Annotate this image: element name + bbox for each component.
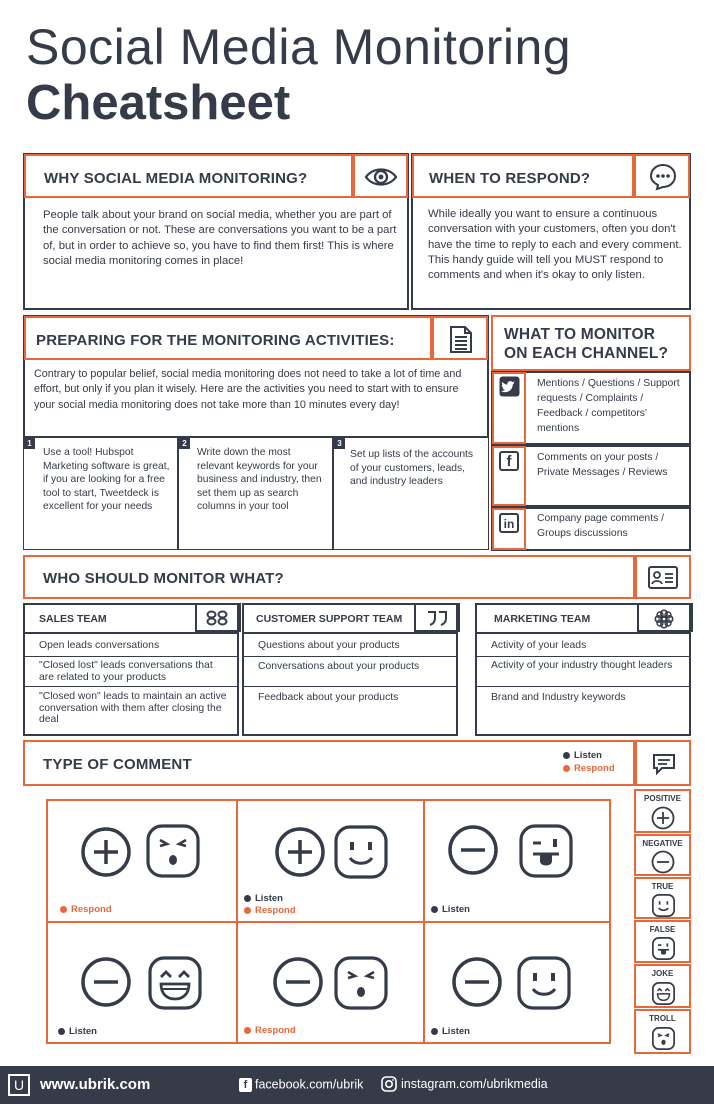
angry-face-icon <box>146 824 200 878</box>
facebook-icon <box>499 451 519 471</box>
key-label: NEGATIVE <box>642 839 683 848</box>
tongue-face-icon <box>652 937 675 960</box>
comment-cell <box>48 801 236 921</box>
step-number: 1 <box>24 438 35 449</box>
preparing-icon-box <box>432 316 488 360</box>
team-name: MARKETING TEAM <box>494 613 591 625</box>
why-heading-box <box>24 154 353 198</box>
legend-respond <box>563 763 615 774</box>
title-line1: Social Media Monitoring <box>26 19 572 75</box>
comment-label-listen: Listen <box>244 893 283 904</box>
document-icon <box>449 325 473 354</box>
comment-heading-box <box>23 740 635 786</box>
comment-cell <box>425 923 609 1042</box>
minus-circle-icon <box>651 850 675 874</box>
team-item: Activity of your industry thought leaders <box>491 660 673 671</box>
step-text: Write down the most relevant keywords for your business and industry, then set them up as search columns in your tool <box>197 447 322 512</box>
key-negative <box>634 834 691 876</box>
ubrik-logo-letter: U <box>13 1077 25 1093</box>
channels-heading-line2: ON EACH CHANNEL? <box>504 345 669 362</box>
tongue-face-icon <box>519 824 573 878</box>
minus-circle-icon <box>451 956 503 1008</box>
eye-icon <box>364 164 398 190</box>
comment-cell <box>238 801 423 921</box>
page-title <box>26 18 571 130</box>
key-label: JOKE <box>651 969 674 978</box>
why-icon-box <box>353 154 408 198</box>
smile-face-icon <box>517 956 571 1010</box>
step-text: Use a tool! Hubspot Marketing software is great, if you are looking for a free tool to start, Tweetdeck is excellent for your needs <box>43 447 170 512</box>
team-item: Feedback about your products <box>258 692 399 703</box>
minus-circle-icon <box>447 824 499 876</box>
title-line2: Cheatsheet <box>26 76 291 130</box>
step-text: Set up lists of the accounts of your customers, leads, and industry leaders <box>350 449 474 487</box>
smile-face-icon <box>652 894 675 917</box>
comment-cell <box>425 801 609 921</box>
channel-twitter-icon-box <box>492 372 526 444</box>
when-text: While ideally you want to ensure a continuous conversation with your customers, often you don't have the time to reply to each and every comment. This handy guide will tell you MUST respond to comments and when it's okay to only listen. <box>428 208 682 282</box>
team-marketing <box>475 603 691 736</box>
comment-label-respond: Respond <box>60 904 112 915</box>
comment-label-respond: Respond <box>244 905 296 916</box>
legend-listen-label: Listen <box>574 750 602 761</box>
key-label: POSITIVE <box>644 794 681 803</box>
facebook-glyph: f <box>506 453 512 470</box>
linkedin-icon <box>499 513 519 533</box>
footer-facebook-text: facebook.com/ubrik <box>255 1077 364 1092</box>
laugh-face-icon <box>148 956 202 1010</box>
angry-face-icon <box>652 1027 675 1050</box>
footer-instagram-text: instagram.com/ubrikmedia <box>401 1077 548 1091</box>
comment-icon-box <box>635 740 691 786</box>
flower-icon <box>654 609 674 629</box>
quote-icon <box>426 610 448 626</box>
key-label: TROLL <box>649 1014 676 1023</box>
why-heading: WHY SOCIAL MEDIA MONITORING? <box>44 170 308 187</box>
key-troll <box>634 1009 691 1054</box>
channel-facebook-text: Comments on your posts / Private Messages / Reviews <box>537 452 668 478</box>
key-positive <box>634 789 691 833</box>
team-name: SALES TEAM <box>39 613 107 625</box>
team-item: Conversations about your products <box>258 661 420 672</box>
team-item: "Closed lost" leads conversations that are related to your products <box>39 660 213 683</box>
facebook-icon: f <box>239 1078 252 1092</box>
team-item: Open leads conversations <box>39 640 160 651</box>
step-number: 2 <box>179 438 190 449</box>
team-item: "Closed won" leads to maintain an active conversation with them after closing the deal <box>39 691 227 725</box>
legend-listen <box>563 750 602 761</box>
comment-label-listen: Listen <box>431 904 470 915</box>
plus-circle-icon <box>80 826 132 878</box>
step-2 <box>179 436 334 549</box>
legend-respond-label: Respond <box>574 763 615 774</box>
who-heading-box <box>23 555 635 599</box>
plus-circle-icon <box>274 826 326 878</box>
channel-twitter-text: Mentions / Questions / Support requests / Complaints / Feedback / competitors' mentions <box>537 378 680 434</box>
instagram-icon <box>381 1076 397 1092</box>
comment-cell <box>48 923 236 1042</box>
key-false <box>634 920 691 963</box>
when-heading: WHEN TO RESPOND? <box>429 170 591 187</box>
team-name: CUSTOMER SUPPORT TEAM <box>256 613 403 625</box>
smile-face-icon <box>334 825 388 879</box>
step-1 <box>24 436 179 549</box>
channel-facebook-icon-box <box>492 446 526 506</box>
comment-label-listen: Listen <box>431 1026 470 1037</box>
laugh-face-icon <box>652 982 675 1005</box>
preparing-heading: PREPARING FOR THE MONITORING ACTIVITIES: <box>36 332 395 349</box>
when-heading-box <box>412 154 634 198</box>
footer <box>0 1066 714 1104</box>
twitter-icon <box>499 376 520 397</box>
team-customer-support <box>242 603 458 736</box>
team-item: Brand and Industry keywords <box>491 692 626 703</box>
step-number: 3 <box>334 438 345 449</box>
comment-heading: TYPE OF COMMENT <box>43 756 192 773</box>
channels-heading-box <box>491 315 691 371</box>
key-label: TRUE <box>651 882 674 891</box>
chat-bubble-icon <box>649 163 677 191</box>
when-icon-box <box>634 154 690 198</box>
minus-circle-icon <box>80 956 132 1008</box>
footer-site[interactable]: www.ubrik.com <box>40 1076 151 1093</box>
footer-facebook[interactable] <box>239 1077 363 1092</box>
preparing-intro: Contrary to popular belief, social media monitoring does not need to take a lot of time and effort, but only if you plan it wisely. Here are the activities you need to start with to ensure your social media monitoring does not take more than 10 minutes every day! <box>34 368 462 411</box>
why-text: People talk about your brand on social media, whether you are part of the conversation or not. These are conversations you want to be a part of, but in order to achieve so, you have to find them first! This is where social media monitoring comes in place! <box>43 209 397 267</box>
channels-heading-line1: WHAT TO MONITOR <box>504 326 656 343</box>
ubrik-logo <box>8 1074 30 1096</box>
preparing-heading-box <box>24 316 432 360</box>
team-item: Questions about your products <box>258 640 400 651</box>
comment-label-listen: Listen <box>58 1026 97 1037</box>
who-heading: WHO SHOULD MONITOR WHAT? <box>43 570 284 587</box>
angry-face-icon <box>334 956 388 1010</box>
id-card-icon <box>648 566 678 589</box>
step-3 <box>334 436 488 549</box>
who-icon-box <box>635 555 691 599</box>
linkedin-glyph: in <box>503 517 515 531</box>
comment-label-respond: Respond <box>244 1025 296 1036</box>
team-sales <box>23 603 239 736</box>
channel-linkedin-text: Company page comments / Groups discussions <box>537 513 665 539</box>
key-joke <box>634 964 691 1008</box>
team-item: Activity of your leads <box>491 640 587 651</box>
eyes-icon <box>205 610 229 626</box>
message-icon <box>652 753 676 775</box>
footer-instagram[interactable] <box>381 1076 548 1092</box>
channel-linkedin-icon-box <box>492 508 526 550</box>
minus-circle-icon <box>272 956 324 1008</box>
plus-circle-icon <box>651 806 675 830</box>
comment-cell <box>238 923 423 1042</box>
key-label: FALSE <box>649 925 676 934</box>
key-true <box>634 877 691 919</box>
